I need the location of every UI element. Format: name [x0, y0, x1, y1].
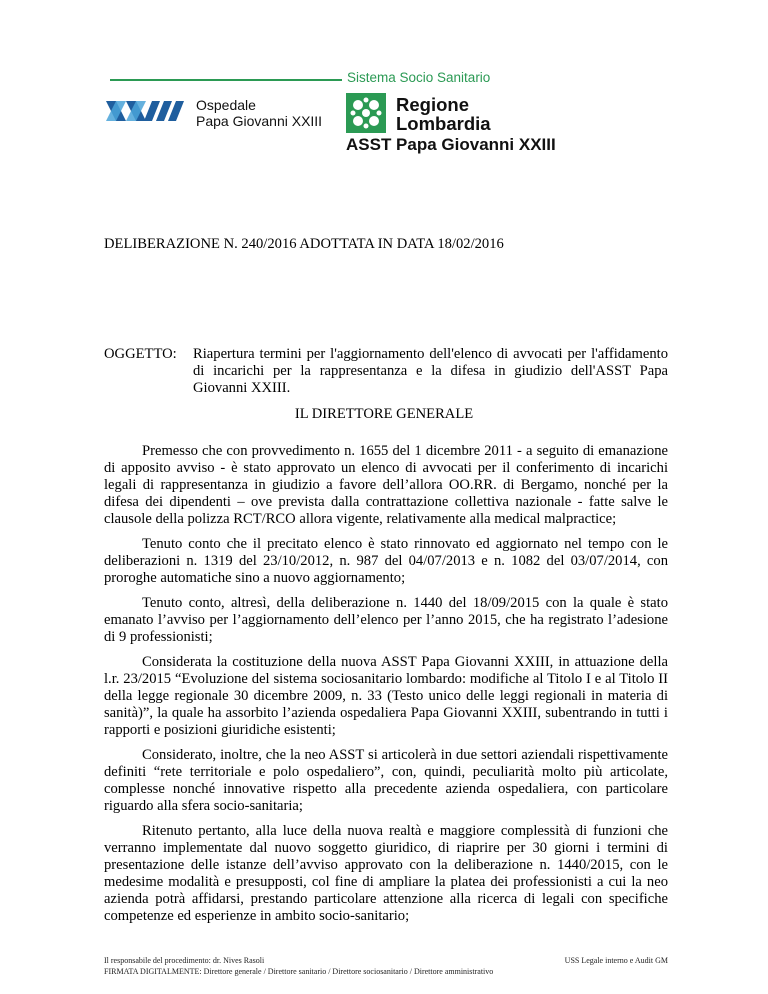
subject-label: OGGETTO:	[104, 346, 177, 362]
subject-block	[104, 346, 668, 397]
letterhead	[0, 0, 768, 160]
regione-lombardia-logo-icon	[346, 93, 386, 133]
paragraph: Considerata la costituzione della nuova ASST Papa Giovanni XXIII, in attuazione della l.r. 23/2015 “Evoluzione del sistema sociosanitario lombardo: modifiche al Titolo I e al Titolo II della legge regionale 30 dicembre 2009, n. 33 (Testo unico delle leggi regionali in materia di sanità)”, la quale ha assorbito l’azienda ospedaliera Papa Giovanni XXIII, subentrando in tutti i rapporti e posizioni giuridiche esistenti;	[104, 654, 668, 738]
paragraph: Premesso che con provvedimento n. 1655 del 1 dicembre 2011 - a seguito di emanazione di apposito avviso - è stato approvato un elenco di avvocati per il conferimento di incarichi legali di rappresentanza in giudizio a favore dell’allora OO.RR. di Bergamo, nonché per la difesa dei dipendenti – ove prevista dalla contrattazione collettiva nazionale - fatte salve le clausole della polizza RCT/RCO allora vigente, relativamente alla medical malpractice;	[104, 443, 668, 527]
region-line-2: Lombardia	[396, 113, 491, 134]
region-line-1: Regione	[396, 94, 469, 115]
paragraph: Considerato, inoltre, che la neo ASST si articolerà in due settori aziendali rispettivamente definiti “rete territoriale e polo ospedaliero”, con, quindi, peculiarità molto più articolate, complesse nonché innovative rispetto alla precedente azienda ospedaliera, con particolare riguardo alla sfera socio-sanitaria;	[104, 747, 668, 814]
paragraph: Tenuto conto, altresì, della deliberazione n. 1440 del 18/09/2015 con la quale è stato emanato l’avviso per l’aggiornamento dell’elenco per l’anno 2015, che ha registrato l’adesione di 9 professionisti;	[104, 595, 668, 645]
paragraph: Tenuto conto che il precitato elenco è stato rinnovato ed aggiornato nel tempo con le deliberazioni n. 1319 del 23/10/2012, n. 987 del 04/07/2013 e n. 1082 del 03/07/2014, con proroghe automatiche sino a nuovo aggiornamento;	[104, 536, 668, 586]
asst-name: ASST Papa Giovanni XXIII	[346, 135, 556, 154]
hospital-line-1: Ospedale	[196, 97, 256, 113]
region-name	[396, 95, 491, 133]
xxiii-logo-icon	[104, 97, 186, 125]
section-heading: IL DIRETTORE GENERALE	[294, 406, 474, 422]
hospital-line-2: Papa Giovanni XXIII	[196, 113, 323, 129]
paragraph: Ritenuto pertanto, alla luce della nuova realtà e maggiore complessità di funzioni che verranno implementate dal nuovo soggetto giuridico, di riaprire per 30 giorni i termini di presentazione delle istanze dell’avviso approvato con la deliberazione n. 1440/2015, con le medesime modalità e presupposti, col fine di ampliare la platea dei professionisti a cui la neo azienda potrà affidarsi, prestando particolare attenzione alla ricerca di legali con specifiche competenze ed esperienze in ambito socio-sanitario;	[104, 823, 668, 924]
page-footer	[104, 955, 668, 977]
footer-responsible: Il responsabile del procedimento: dr. Nives Rasoli	[104, 956, 265, 965]
footer-signatures: FIRMATA DIGITALMENTE: Direttore generale / Direttore sanitario / Direttore sociosanitario / Direttore amministrativo	[104, 967, 494, 976]
deliberation-line: DELIBERAZIONE N. 240/2016 ADOTTATA IN DATA 18/02/2016	[104, 236, 504, 252]
system-label: Sistema Socio Sanitario	[347, 70, 491, 85]
hospital-name	[196, 97, 322, 129]
document-body	[104, 443, 668, 933]
header-rule	[110, 79, 342, 81]
subject-text: Riapertura termini per l'aggiornamento dell'elenco di avvocati per l'affidamento di incarichi per la rappresentanza e la difesa in giudizio dell'ASST Papa Giovanni XXIII.	[193, 346, 668, 396]
footer-office: USS Legale interno e Audit GM	[564, 956, 668, 965]
